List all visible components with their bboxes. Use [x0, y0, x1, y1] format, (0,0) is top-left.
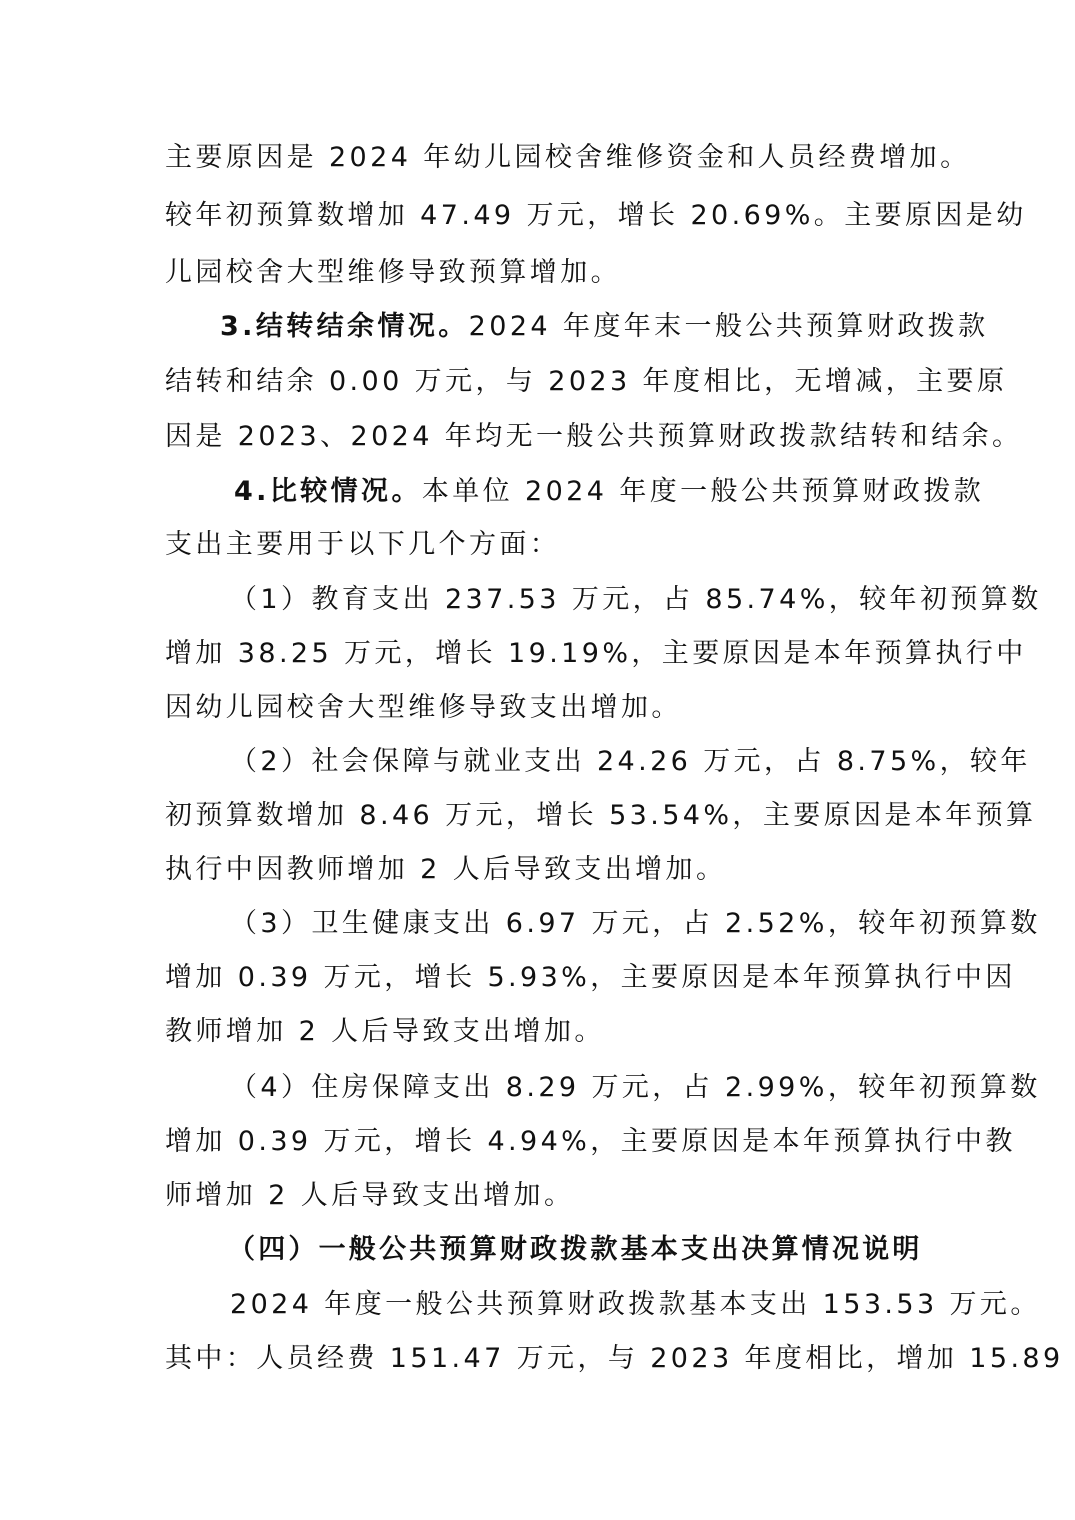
section-4-text: 本单位 2024 年度一般公共预算财政拨款	[421, 476, 985, 507]
final-paragraph-line-1: 2024 年度一般公共预算财政拨款基本支出 153.53 万元。	[230, 1289, 1041, 1320]
section-3-label: 3.结转结余情况。	[220, 311, 469, 342]
section-4-line-1	[234, 472, 985, 512]
item-1-line-3: 因幼儿园校舍大型维修导致支出增加。	[165, 692, 682, 723]
item-2-line-1: （2）社会保障与就业支出 24.26 万元，占 8.75%，较年	[230, 746, 1031, 777]
final-paragraph-line-2: 其中：人员经费 151.47 万元，与 2023 年度相比，增加 15.89	[165, 1343, 1064, 1374]
item-4-line-2: 增加 0.39 万元，增长 4.94%，主要原因是本年预算执行中教	[165, 1126, 1016, 1157]
paragraph-line: 儿园校舍大型维修导致预算增加。	[165, 257, 621, 288]
section-4-label: 4.比较情况。	[234, 476, 422, 507]
section-3-line-2: 结转和结余 0.00 万元，与 2023 年度相比，无增减，主要原	[165, 366, 1008, 397]
item-4-line-1: （4）住房保障支出 8.29 万元，占 2.99%，较年初预算数	[230, 1072, 1041, 1103]
item-3-line-1: （3）卫生健康支出 6.97 万元，占 2.52%，较年初预算数	[230, 908, 1041, 939]
section-4-line-2: 支出主要用于以下几个方面：	[165, 529, 561, 560]
section-3-text: 2024 年度年末一般公共预算财政拨款	[468, 311, 989, 342]
item-1-line-2: 增加 38.25 万元，增长 19.19%，主要原因是本年预算执行中	[165, 638, 1027, 669]
section-3-line-3: 因是 2023、2024 年均无一般公共预算财政拨款结转和结余。	[165, 421, 1023, 452]
paragraph-line: 较年初预算数增加 47.49 万元，增长 20.69%。主要原因是幼	[165, 200, 1027, 231]
paragraph-line: 主要原因是 2024 年幼儿园校舍维修资金和人员经费增加。	[165, 142, 971, 173]
item-3-line-2: 增加 0.39 万元，增长 5.93%，主要原因是本年预算执行中因	[165, 962, 1016, 993]
item-4-line-3: 师增加 2 人后导致支出增加。	[165, 1180, 575, 1211]
item-3-line-3: 教师增加 2 人后导致支出增加。	[165, 1016, 605, 1047]
item-2-line-2: 初预算数增加 8.46 万元，增长 53.54%，主要原因是本年预算	[165, 800, 1037, 831]
section-3-line-1	[220, 307, 989, 347]
section-heading-4: （四）一般公共预算财政拨款基本支出决算情况说明	[228, 1234, 923, 1265]
item-1-line-1: （1）教育支出 237.53 万元，占 85.74%，较年初预算数	[230, 584, 1042, 615]
item-2-line-3: 执行中因教师增加 2 人后导致支出增加。	[165, 854, 727, 885]
